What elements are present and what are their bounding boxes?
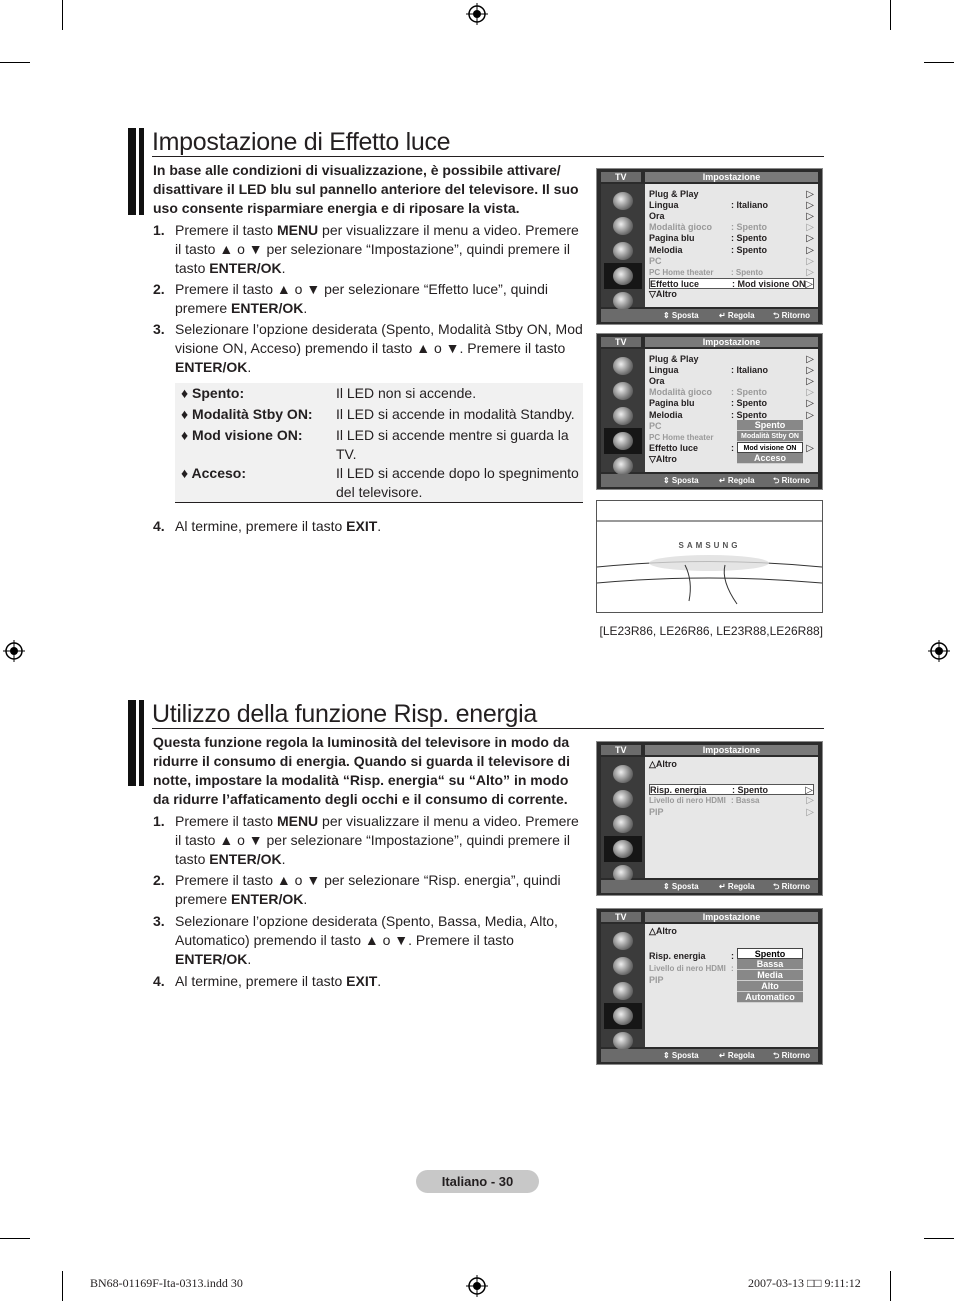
osd-popup-option: Spento: [737, 420, 803, 431]
chevron-right-icon: ▷: [805, 785, 813, 796]
osd-menu-item: [649, 256, 814, 267]
option-value: Il LED si accende in modalità Standby.: [336, 406, 575, 422]
step-number: 1.: [153, 222, 165, 238]
osd-item-value: : Italiano: [731, 365, 769, 376]
step-keyword: ENTER/OK: [175, 359, 248, 375]
osd-item-label: Lingua: [649, 365, 679, 376]
title-rule: [152, 728, 824, 729]
osd-item-value: : Spento: [731, 244, 767, 255]
osd-popup-option: Modalità Stby ON: [737, 431, 803, 442]
osd-item-label: Risp. energia: [649, 951, 706, 961]
osd-item-value: : Mod visione ON: [732, 278, 806, 289]
adjust-hint: ↵ Regola: [719, 882, 755, 891]
osd-menu-panel: [645, 757, 818, 878]
registration-mark-icon: [466, 3, 488, 25]
osd-menu-item: [649, 189, 814, 200]
chevron-right-icon: ▷: [806, 200, 814, 212]
chevron-right-icon: ▷: [806, 244, 814, 256]
step-keyword: EXIT: [346, 518, 378, 534]
tv-front-illustration: [596, 500, 823, 613]
osd-item-value: :: [731, 964, 734, 973]
osd-popup-option: Mod visione ON: [737, 442, 803, 453]
osd-item-value: :: [731, 951, 734, 961]
step-number: 2.: [153, 281, 165, 297]
back-hint: ⮌ Ritorno: [773, 476, 811, 485]
osd-screen-risp-energia: [596, 741, 823, 896]
osd-item-value: : Spento: [731, 409, 767, 420]
step-text: Premere il tasto ▲ o ▼ per selezionare “Effetto luce”, quindi premere ENTER/OK.: [175, 281, 548, 316]
osd-option-popup: [737, 948, 803, 1003]
osd-item-label: PC Home theater: [649, 267, 714, 277]
osd-item-label: Pagina blu: [649, 398, 695, 409]
step-text: Al termine, premere il tasto EXIT.: [175, 518, 382, 534]
picture-icon: [604, 353, 642, 379]
channel-icon: [604, 978, 642, 1004]
osd-popup-option: Spento: [737, 948, 803, 959]
icon-glyph: [613, 457, 633, 475]
icon-glyph: [613, 242, 633, 260]
osd-menu-item: [649, 795, 814, 806]
channel-icon: [604, 811, 642, 837]
osd-menu-item: [649, 233, 814, 244]
back-hint: ⮌ Ritorno: [773, 1051, 811, 1060]
osd-popup-option: Alto: [737, 981, 803, 992]
step-text: Selezionare l’opzione desiderata (Spento, Bassa, Media, Alto, Automatico) premendo il tasto ▲ o ▼. Premere il tasto ENTER/OK.: [175, 913, 558, 967]
osd-item-label: Effetto luce: [650, 278, 700, 289]
setup-icon: [604, 263, 642, 289]
icon-glyph: [613, 790, 633, 808]
chevron-right-icon: ▷: [806, 398, 814, 410]
adjust-hint: ↵ Regola: [719, 476, 755, 485]
chevron-right-icon: ▷: [806, 266, 814, 278]
osd-item-label: Livello di nero HDMI: [649, 964, 726, 973]
title-rule: [152, 156, 824, 157]
icon-glyph: [613, 982, 633, 1000]
chevron-right-icon: ▷: [806, 233, 814, 245]
option-key: ♦ Spento:: [181, 385, 245, 401]
option-value: Il LED si accende mentre si guarda la TV.: [336, 427, 569, 462]
crop-mark: [924, 62, 954, 63]
section-effetto-luce-header: [128, 128, 824, 160]
sound-icon: [604, 213, 642, 239]
section-bar: [128, 700, 144, 786]
section2-intro: Questa funzione regola la luminosità del televisore in modo da ridurre il consumo di energia. Quando si guarda il televisore di notte, impostare la modalità “Risp. energia“ su “Alto” in modo da ridurre l’affaticamento degli occhi e il consumo di corrente.: [153, 734, 570, 807]
icon-glyph: [613, 765, 633, 783]
osd-item-label: Plug & Play: [649, 354, 699, 364]
osd-item-label: PC: [649, 255, 662, 266]
osd-menu-item: [649, 387, 814, 398]
icon-glyph: [613, 932, 633, 950]
osd-menu-item: [649, 926, 814, 937]
osd-item-value: : Italiano: [731, 200, 769, 211]
date-slug: 2007-03-13 □□ 9:11:12: [748, 1276, 861, 1290]
osd-popup-option: Acceso: [737, 453, 803, 464]
osd-footer: [601, 309, 818, 322]
option-row: [181, 464, 583, 502]
effetto-luce-options-table: [175, 383, 583, 503]
step-keyword: EXIT: [346, 973, 378, 989]
step-number: 3.: [153, 913, 165, 929]
move-hint: ⇕ Sposta: [663, 882, 699, 891]
osd-tv-label: TV: [601, 172, 641, 182]
step-keyword: MENU: [276, 813, 319, 829]
crop-mark: [0, 1238, 30, 1239]
crop-mark: [0, 62, 30, 63]
osd-screen-effetto-luce-popup: [596, 333, 823, 490]
channel-icon: [604, 403, 642, 429]
osd-icon-column: [601, 349, 645, 472]
osd-menu-panel: [645, 349, 818, 472]
move-hint: ⇕ Sposta: [663, 311, 699, 320]
osd-menu-item: [649, 376, 814, 387]
osd-menu-item: [649, 245, 814, 256]
chevron-right-icon: ▷: [806, 442, 814, 454]
step-number: 4.: [153, 518, 165, 534]
icon-glyph: [613, 292, 633, 310]
crop-mark: [924, 1238, 954, 1239]
registration-mark-icon: [928, 640, 950, 662]
osd-item-value: :: [731, 442, 734, 453]
osd-item-label: Pagina blu: [649, 233, 695, 244]
osd-menu-header: Impostazione: [645, 912, 818, 922]
osd-tv-label: TV: [601, 912, 641, 922]
crop-mark: [62, 1271, 63, 1301]
back-hint: ⮌ Ritorno: [773, 882, 811, 891]
osd-item-label: PC Home theater: [649, 432, 714, 442]
sound-icon: [604, 786, 642, 812]
icon-glyph: [613, 192, 633, 210]
move-hint: ⇕ Sposta: [663, 476, 699, 485]
osd-item-label: PIP: [649, 807, 664, 817]
picture-icon: [604, 188, 642, 214]
step-keyword: MENU: [276, 222, 319, 238]
page-title: Impostazione di Effetto luce: [152, 128, 451, 156]
osd-menu-item: [649, 278, 814, 289]
osd-menu-panel: [645, 184, 818, 307]
osd-menu-item: [649, 211, 814, 222]
option-row: [181, 384, 583, 404]
step-keyword: ENTER/OK: [231, 300, 304, 316]
picture-icon: [604, 761, 642, 787]
osd-footer: [601, 474, 818, 487]
osd-item-value: : Spento: [731, 398, 767, 409]
icon-glyph: [613, 407, 633, 425]
osd-menu-item: [649, 200, 814, 211]
icon-glyph: [613, 267, 633, 285]
page-number-label: Italiano - 30: [416, 1170, 539, 1193]
step-keyword: ENTER/OK: [175, 951, 248, 967]
step-keyword: ENTER/OK: [231, 891, 304, 907]
osd-item-label: △Altro: [649, 759, 677, 769]
icon-glyph: [613, 840, 633, 858]
osd-menu-item: [649, 784, 814, 795]
step-number: 2.: [153, 872, 165, 888]
osd-icon-column: [601, 924, 645, 1047]
chevron-right-icon: ▷: [806, 409, 814, 421]
setup-icon: [604, 1003, 642, 1029]
chevron-right-icon: ▷: [806, 795, 814, 806]
chevron-right-icon: ▷: [806, 255, 814, 267]
osd-footer: [601, 1049, 818, 1062]
icon-glyph: [613, 1007, 633, 1025]
osd-popup-option: Bassa: [737, 959, 803, 970]
option-key: ♦ Mod visione ON:: [181, 427, 303, 443]
chevron-right-icon: ▷: [805, 278, 813, 290]
step-keyword: ENTER/OK: [209, 851, 282, 867]
adjust-hint: ↵ Regola: [719, 311, 755, 320]
osd-screen-effetto-luce: [596, 168, 823, 325]
osd-item-value: : Spento: [732, 785, 768, 795]
file-slug: BN68-01169F-Ita-0313.indd 30: [90, 1276, 243, 1290]
osd-item-value: : Bassa: [731, 796, 760, 805]
chevron-right-icon: ▷: [806, 807, 814, 818]
osd-item-label: Melodia: [649, 244, 683, 255]
brand-logo: SAMSUNG: [678, 541, 741, 550]
setup-icon: [604, 836, 642, 862]
step-text: Selezionare l’opzione desiderata (Spento, Modalità Stby ON, Mod visione ON, Acceso) premendo il tasto ▲ o ▼. Premere il tasto ENTER/OK.: [175, 321, 583, 375]
osd-item-label: Lingua: [649, 200, 679, 211]
page-title: Utilizzo della funzione Risp. energia: [152, 700, 537, 728]
chevron-right-icon: ▷: [806, 189, 814, 200]
chevron-right-icon: ▷: [806, 211, 814, 223]
osd-item-label: ▽Altro: [649, 288, 677, 299]
osd-menu-item: [649, 759, 814, 770]
osd-item-label: Melodia: [649, 409, 683, 420]
chevron-right-icon: ▷: [806, 365, 814, 377]
osd-item-label: Ora: [649, 376, 665, 387]
section-risp-energia-header: [128, 700, 824, 732]
registration-mark-icon: [466, 1275, 488, 1297]
osd-menu-item: [649, 410, 814, 421]
osd-item-label: Risp. energia: [650, 785, 707, 795]
chevron-right-icon: ▷: [806, 387, 814, 399]
section1-intro: In base alle condizioni di visualizzazione, è possibile attivare/ disattivare il LED blu sul pannello anteriore del televisore. Il suo uso consente risparmiare energia e di riposare la vista.: [153, 162, 579, 216]
osd-tv-label: TV: [601, 337, 641, 347]
option-key: ♦ Acceso:: [181, 465, 246, 481]
osd-item-label: Plug & Play: [649, 189, 699, 199]
osd-item-value: : Spento: [731, 233, 767, 244]
osd-menu-header: Impostazione: [645, 172, 818, 182]
icon-glyph: [613, 432, 633, 450]
chevron-right-icon: ▷: [806, 222, 814, 234]
osd-item-value: : Spento: [731, 387, 767, 398]
chevron-right-icon: ▷: [806, 376, 814, 388]
option-row: [181, 426, 583, 464]
osd-icon-column: [601, 184, 645, 307]
osd-item-label: PIP: [649, 975, 664, 985]
osd-menu-header: Impostazione: [645, 745, 818, 755]
setup-icon: [604, 428, 642, 454]
picture-icon: [604, 928, 642, 954]
osd-popup-option: Automatico: [737, 992, 803, 1003]
step-text: Al termine, premere il tasto EXIT.: [175, 973, 382, 989]
step-keyword: ENTER/OK: [209, 260, 282, 276]
osd-screen-risp-energia-popup: [596, 908, 823, 1065]
option-key: ♦ Modalità Stby ON:: [181, 406, 313, 422]
icon-glyph: [613, 1032, 633, 1050]
osd-item-label: Modalità gioco: [649, 222, 712, 233]
registration-mark-icon: [3, 640, 25, 662]
osd-item-value: : Spento: [731, 267, 763, 277]
icon-glyph: [613, 815, 633, 833]
step-text: Premere il tasto MENU per visualizzare il menu a video. Premere il tasto ▲ o ▼ per selezionare “Impostazione”, quindi premere il tasto ENTER/OK.: [175, 222, 579, 276]
icon-glyph: [613, 217, 633, 235]
model-list: [LE23R86, LE26R86, LE23R88,LE26R88]: [599, 624, 823, 638]
osd-item-label: Livello di nero HDMI: [649, 796, 726, 805]
osd-menu-item: [649, 354, 814, 365]
icon-glyph: [613, 957, 633, 975]
osd-menu-item: [649, 222, 814, 233]
osd-tv-label: TV: [601, 745, 641, 755]
osd-menu-item: [649, 365, 814, 376]
back-hint: ⮌ Ritorno: [773, 311, 811, 320]
osd-option-popup: [737, 420, 803, 464]
move-hint: ⇕ Sposta: [663, 1051, 699, 1060]
sound-icon: [604, 953, 642, 979]
step-number: 3.: [153, 321, 165, 337]
crop-mark: [890, 0, 891, 30]
osd-menu-panel: [645, 924, 818, 1047]
step-number: 1.: [153, 813, 165, 829]
step-text: Premere il tasto MENU per visualizzare il menu a video. Premere il tasto ▲ o ▼ per selezionare “Impostazione”, quindi premere il tasto ENTER/OK.: [175, 813, 579, 867]
sound-icon: [604, 378, 642, 404]
channel-icon: [604, 238, 642, 264]
option-value: Il LED si accende dopo lo spegnimento del televisore.: [336, 465, 579, 500]
osd-item-label: PC: [649, 420, 662, 431]
option-value: Il LED non si accende.: [336, 385, 477, 401]
osd-item-label: Ora: [649, 211, 665, 222]
crop-mark: [62, 0, 63, 30]
option-row: [181, 405, 583, 425]
chevron-right-icon: ▷: [806, 354, 814, 365]
step-text: Premere il tasto ▲ o ▼ per selezionare “Risp. energia”, quindi premere ENTER/OK.: [175, 872, 561, 907]
osd-popup-option: Media: [737, 970, 803, 981]
osd-item-label: Effetto luce: [649, 442, 699, 453]
osd-menu-header: Impostazione: [645, 337, 818, 347]
osd-menu-item: [649, 289, 814, 300]
adjust-hint: ↵ Regola: [719, 1051, 755, 1060]
osd-icon-column: [601, 757, 645, 878]
tv-outline-icon: [597, 501, 822, 612]
osd-menu-item: [649, 398, 814, 409]
osd-item-value: : Spento: [731, 222, 767, 233]
step-number: 4.: [153, 973, 165, 989]
crop-mark: [890, 1271, 891, 1301]
osd-footer: [601, 880, 818, 893]
osd-menu-item: [649, 807, 814, 818]
osd-item-label: Modalità gioco: [649, 387, 712, 398]
icon-glyph: [613, 382, 633, 400]
osd-item-label: ▽Altro: [649, 453, 677, 464]
osd-menu-item: [649, 267, 814, 278]
icon-glyph: [613, 357, 633, 375]
osd-item-label: △Altro: [649, 926, 677, 936]
section-bar: [128, 128, 144, 215]
